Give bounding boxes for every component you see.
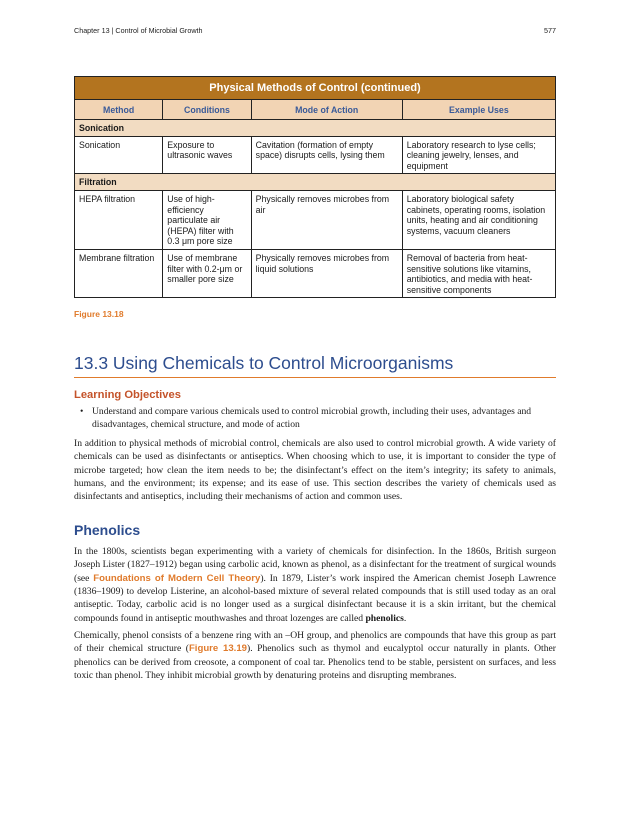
- cell-example-uses: Laboratory biological safety cabinets, operating rooms, isolation units, heating and air conditioning systems, vacuum cleaners: [402, 190, 555, 249]
- cell-mode-of-action: Physically removes microbes from liquid solutions: [251, 249, 402, 297]
- table-title-row: [75, 77, 556, 100]
- table-row: [75, 190, 556, 249]
- section-heading: 13.3 Using Chemicals to Control Microorganisms: [74, 353, 556, 378]
- table-section-row: [75, 174, 556, 191]
- cell-conditions: Exposure to ultrasonic waves: [163, 136, 251, 174]
- cell-example-uses: Removal of bacteria from heat-sensitive solutions like vitamins, antibiotics, and media with heat-sensitive components: [402, 249, 555, 297]
- cell-mode-of-action: Physically removes microbes from air: [251, 190, 402, 249]
- section-label-filtration: Filtration: [75, 174, 556, 191]
- cell-method: HEPA filtration: [75, 190, 163, 249]
- column-header-conditions: Conditions: [163, 100, 251, 120]
- chapter-title: Chapter 13 | Control of Microbial Growth: [74, 26, 203, 35]
- text-run: Chemically, phenol consists of a benzene ring with an –OH group, and phenolics are compounds that have this group as part of their chemical structure (: [74, 630, 556, 655]
- table-row: [75, 136, 556, 174]
- column-header-example-uses: Example Uses: [402, 100, 555, 120]
- phenolics-paragraph-1: [74, 545, 556, 625]
- cell-mode-of-action: Cavitation (formation of empty space) disrupts cells, lysing them: [251, 136, 402, 174]
- text-run: ). In 1879, Lister’s work inspired the American chemist Joseph Lawrence (1836–1909) to develop Listerine, an alcohol-based mixture of several related compounds that is still used today as an oral antiseptic. Today, carbolic acid is no longer used as a surgical disinfectant because it is a skin irritant, but the chemical compounds found in antiseptic mouthwashes and throat lozenges are called: [74, 572, 557, 624]
- figure-caption: Figure 13.18: [74, 309, 124, 319]
- section-label-sonication: Sonication: [75, 120, 556, 137]
- cell-conditions: Use of high-efficiency particulate air (HEPA) filter with 0.3 μm pore size: [163, 190, 251, 249]
- table-section-row: [75, 120, 556, 137]
- text-run: .: [403, 612, 407, 624]
- cell-example-uses: Laboratory research to lyse cells; cleaning jewelry, lenses, and equipment: [402, 136, 555, 174]
- column-header-mode-of-action: Mode of Action: [251, 100, 402, 120]
- list-item: • Understand and compare various chemicals used to control microbial growth, including their uses, advantages and disadvantages, chemical structure, and mode of action: [80, 405, 556, 431]
- page-number: 577: [544, 26, 556, 35]
- key-term-phenolics: phenolics: [365, 612, 404, 624]
- learning-objectives-list: [80, 405, 556, 431]
- intro-paragraph: In addition to physical methods of microbial control, chemicals are also used to control microbial growth. A wide variety of chemicals can be used as disinfectants or antiseptics. When choosing which to use, it is important to consider the type of microbe targeted; how clean the item needs to be; the disinfectant’s effect on the item’s integrity; its safety to animals, humans, and the environment; its expense; and its ease of use. This section describes the variety of chemicals used as disinfectants and antiseptics, including their mechanisms of action and common uses.: [74, 438, 556, 503]
- learning-objectives-heading: Learning Objectives: [74, 389, 181, 401]
- phenolics-heading: Phenolics: [74, 522, 141, 538]
- cell-method: Sonication: [75, 136, 163, 174]
- table-header-row: [75, 100, 556, 120]
- cell-method: Membrane filtration: [75, 249, 163, 297]
- column-header-method: Method: [75, 100, 163, 120]
- page-header: [74, 26, 556, 38]
- table-title: Physical Methods of Control (continued): [75, 77, 556, 100]
- foundations-cell-theory-link[interactable]: Foundations of Modern Cell Theory: [93, 572, 261, 584]
- phenolics-paragraph-2: [74, 629, 556, 682]
- physical-methods-table: [74, 76, 556, 298]
- text-run: ). Phenolics such as thymol and eucalyptol occur naturally in plants. Other phenolics can be derived from creosote, a component of coal tar. Phenolics tend to be stable, persistent on surfaces, and less toxic than phenol. They inhibit microbial growth by denaturing proteins and disrupting membranes.: [74, 643, 556, 682]
- cell-conditions: Use of membrane filter with 0.2-μm or smaller pore size: [163, 249, 251, 297]
- text-run: In the 1800s, scientists began experimenting with a variety of chemicals for disinfection. In the 1860s, British surgeon Joseph Lister (1827–1912) began using carbolic acid, known as phenol, as a disinfectant for the treatment of surgical wounds (see: [74, 546, 556, 584]
- figure-13-19-link[interactable]: Figure 13.19: [188, 643, 248, 655]
- table-row: [75, 249, 556, 297]
